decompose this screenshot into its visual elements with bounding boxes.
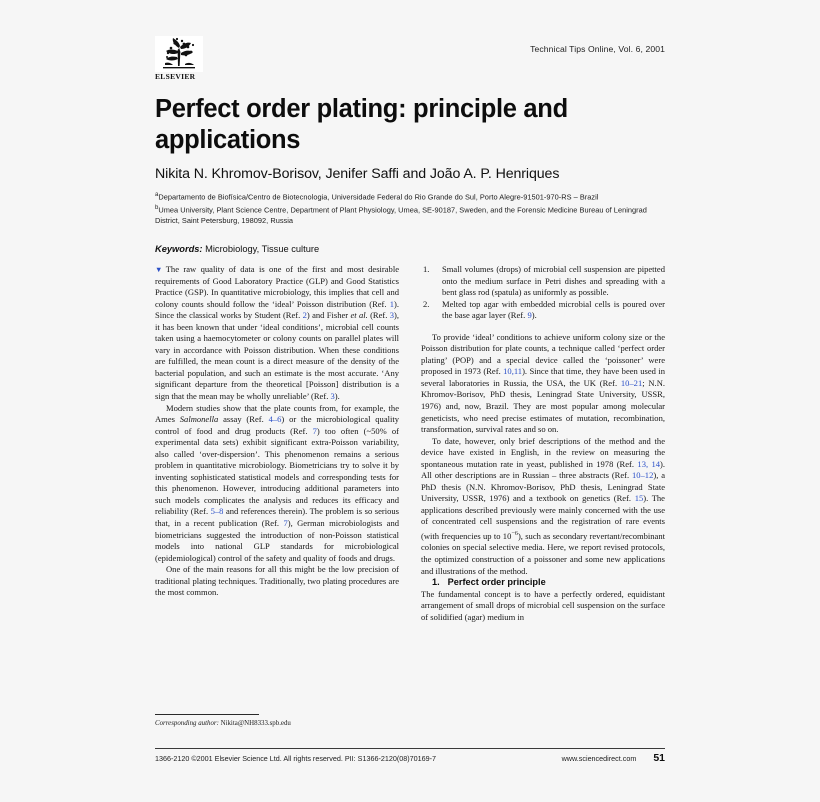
publisher-logo [155, 36, 205, 81]
affiliation-b [155, 204, 665, 227]
reference-link-1[interactable]: 1 [389, 298, 395, 309]
section-title: Perfect order principle [447, 577, 546, 588]
paragraph-ideal-conditions [421, 332, 665, 436]
rpara2-part-d: ). The applications described previously were mainly concerned with the use of concentrated cell suspensions and the registration of rare events (with frequencies up to 10 [421, 493, 665, 541]
author-list: Nikita N. Khromov-Borisov, Jenifer Saffi and João A. P. Henriques [155, 166, 560, 183]
reference-link-13-14[interactable]: 13, 14 [637, 458, 661, 469]
rpara1-part-b: ). Since that time, they have been used in several laboratories in Russia, the USA, the UK (Ref. [421, 366, 665, 388]
corresponding-author-footnote [155, 714, 399, 728]
reference-link-2[interactable]: 2 [302, 310, 307, 321]
list-item-text: Small volumes (drops) of microbial cell suspension are pipetted onto the medium surface in Petri dishes and spreading with a bent glass rod (spatula) as uniformly as possible. [442, 264, 665, 298]
paragraph-section-body: The fundamental concept is to have a perfectly ordered, equidistant arrangement of small drops of microbial cell suspension on the surface of solidified (agar) medium in [421, 588, 665, 622]
footer-right-group [562, 752, 665, 764]
elsevier-tree-logo-icon [155, 36, 203, 72]
footnote-label: Corresponding author: [155, 720, 219, 727]
affiliation-a [155, 191, 665, 203]
para1-part-c: ) and Fisher [306, 310, 351, 321]
list-item [421, 299, 665, 322]
footer-divider [155, 748, 665, 749]
para2-part-e: and references therein). The problem is so serious that, in a recent publication (Ref. [155, 506, 399, 529]
affiliations [155, 191, 665, 227]
list-item-number: 1. [423, 264, 430, 274]
para1-part-b: ). Since the classical works by Student (Ref. [155, 298, 399, 321]
rpara1-part-a: To provide ‘ideal’ conditions to achieve uniform colony size or the Poisson distribution for plate counts, a technique called ‘perfect order plating’ (POP) and a special device called the ‘poissoner’ were proposed in 1973 (Ref. [421, 331, 665, 377]
reference-link-10-12[interactable]: 10–12 [631, 470, 654, 481]
section-number: 1. [432, 577, 440, 588]
rpara2-part-e: ), such as secondary revertant/recombinant colonies on special selective media. Here, we report revised protocols, the optimized construction of a poissoner and some new applications and illustrations of the method. [421, 530, 665, 576]
paragraph-start-triangle-icon: ▼ [155, 265, 165, 274]
reference-link-5-8[interactable]: 5–8 [210, 506, 224, 517]
publisher-logo-wordmark: ELSEVIER [155, 72, 196, 81]
reference-link-15[interactable]: 15 [634, 493, 644, 504]
affiliation-b-marker: b [155, 204, 159, 211]
list-item-number: 2. [423, 298, 430, 309]
section-heading [421, 577, 665, 589]
para1-part-a: The raw quality of data is one of the first and most desirable requirements of Good Laboratory Practice (GLP) and Good Statistics Practice (GSP). In quantitative microbiology, this implies that cell and colony counts should follow the ‘ideal’ Poisson distribution (Ref. [155, 264, 399, 309]
journal-citation: Technical Tips Online, Vol. 6, 2001 [530, 44, 665, 54]
reference-link-9[interactable]: 9 [527, 310, 532, 321]
para2-part-c: ) or the microbiological quality control of food and drug products (Ref. [155, 414, 400, 436]
page-footer [155, 752, 665, 764]
para1-part-d: (Ref. [367, 310, 390, 321]
reference-link-3[interactable]: 3 [389, 310, 395, 321]
rpara1-part-c: ; N.N. Khromov-Borisov, PhD thesis, Leningrad State University, USSR, 1976) and, now, Brazil. They are most popular among molecular geneticists, who need precise estimates of mutation, recombination, transformation, survival rates and so on. [421, 377, 665, 435]
reference-link-7[interactable]: 7 [312, 425, 317, 436]
copyright-text: 1366-2120 ©2001 Elsevier Science Ltd. All rights reserved. PII: S1366-2120(08)70169-7 [155, 754, 436, 763]
sciencedirect-url[interactable]: www.sciencedirect.com [561, 754, 637, 763]
rpara2-part-b: ). All other descriptions are in Russian – three abstracts (Ref. [421, 458, 666, 481]
para1-italic-etal: et al. [350, 310, 368, 321]
article-sheet [155, 36, 665, 776]
para2-part-d: ) too often (~50% of experimental data sets) exhibit significant extra-Poisson variability, also called ‘over-dispersion’. This phenomenon remains a serious problem in quantitative microbiology. Biometricians try to solve it by inventing sophisticated statistical models and corresponding tests for this phenomenon. However, introducing additional parameters into such models complicates the analysis and reduces its efficacy and reliability (Ref. [155, 425, 400, 517]
list-item [421, 264, 665, 299]
reference-link-4-6[interactable]: 4–6 [268, 414, 282, 425]
footnote-email[interactable]: Nikita@NH8333.spb.edu [218, 720, 291, 727]
procedure-list [421, 264, 665, 322]
affiliation-b-text: Umea University, Plant Science Centre, Department of Plant Physiology, Umea, SE-90187, Sweden, and the Forensic Medicine Bureau of Leningrad District, Saint Petersburg, 198092, Russia [155, 205, 647, 226]
page-number: 51 [653, 752, 665, 764]
para2-part-f: ), German microbiologists and biometricians suggested the introduction of non-Poisson statistical models into national GLP standards for microbiological (epidemiological) control of the safety and quality of foods and drugs. [155, 518, 399, 563]
page-header [155, 36, 665, 88]
list-item-text-b: ). [531, 310, 537, 321]
list-item-text-a: Melted top agar with embedded microbial cells is poured over the base agar layer (Ref. [442, 298, 665, 321]
footnote-divider [155, 714, 259, 715]
para2-part-b: assay (Ref. [218, 414, 269, 425]
affiliation-a-text: Departamento de Biofísica/Centro de Biotecnologia, Universidade Federal do Rio Grande do Sul, Porto Alegre-91501-970-RS – Brazil [158, 192, 599, 202]
right-column [421, 264, 665, 623]
paragraph-modern-studies [155, 403, 399, 565]
rpara2-part-c: ), a PhD thesis (N.N. Khromov-Borisov, PhD thesis, Leningrad State University, USSR, 1976) and a textbook on genetics (Ref. [421, 470, 665, 504]
keywords-label: Keywords: [155, 244, 203, 255]
para2-italic-salmonella: Salmonella [179, 414, 219, 425]
para1-part-e: ), it has been known that under ‘ideal conditions’, microbial cell counts taken using a haemocytometer or colony counts on parallel plates will vary in accordance with Poisson distribution. When these conditions are fulfilled, the mean count is a direct measure of the density of the bacterial population, and such an estimate is the most accurate. ‘Any significant departure from the theoretical [Poisson] distribution is a sign that the mean may be wholly unreliable’ (Ref. [155, 310, 400, 402]
reference-link-7b[interactable]: 7 [283, 518, 288, 529]
reference-link-10-21[interactable]: 10–21 [620, 377, 643, 388]
reference-link-10-11[interactable]: 10,11 [503, 366, 523, 377]
paragraph-to-date [421, 436, 665, 577]
footnote-text [155, 719, 399, 728]
rpara2-part-a: To date, however, only brief descriptions of the method and the device have existed in English, in the review on measuring the spontaneous mutation rate in yeast, published in 1978 (Ref. [421, 435, 665, 469]
para1-part-f: ). [334, 391, 340, 402]
paragraph-main-reasons: One of the main reasons for all this might be the low precision of traditional plating techniques. Traditionally, two plating procedures are the most common. [155, 564, 399, 598]
left-column [155, 264, 399, 623]
article-body [155, 264, 665, 623]
rpara2-superscript: −6 [511, 530, 518, 538]
paragraph-intro [155, 264, 399, 403]
keywords [155, 244, 665, 254]
para2-part-a: Modern studies show that the plate counts from, for example, the Ames [155, 402, 399, 425]
reference-link-4[interactable]: 3 [330, 391, 335, 402]
keywords-value: Microbiology, Tissue culture [205, 244, 320, 255]
page-title: Perfect order plating: principle and applications [155, 95, 568, 155]
affiliation-a-marker: a [155, 192, 159, 199]
